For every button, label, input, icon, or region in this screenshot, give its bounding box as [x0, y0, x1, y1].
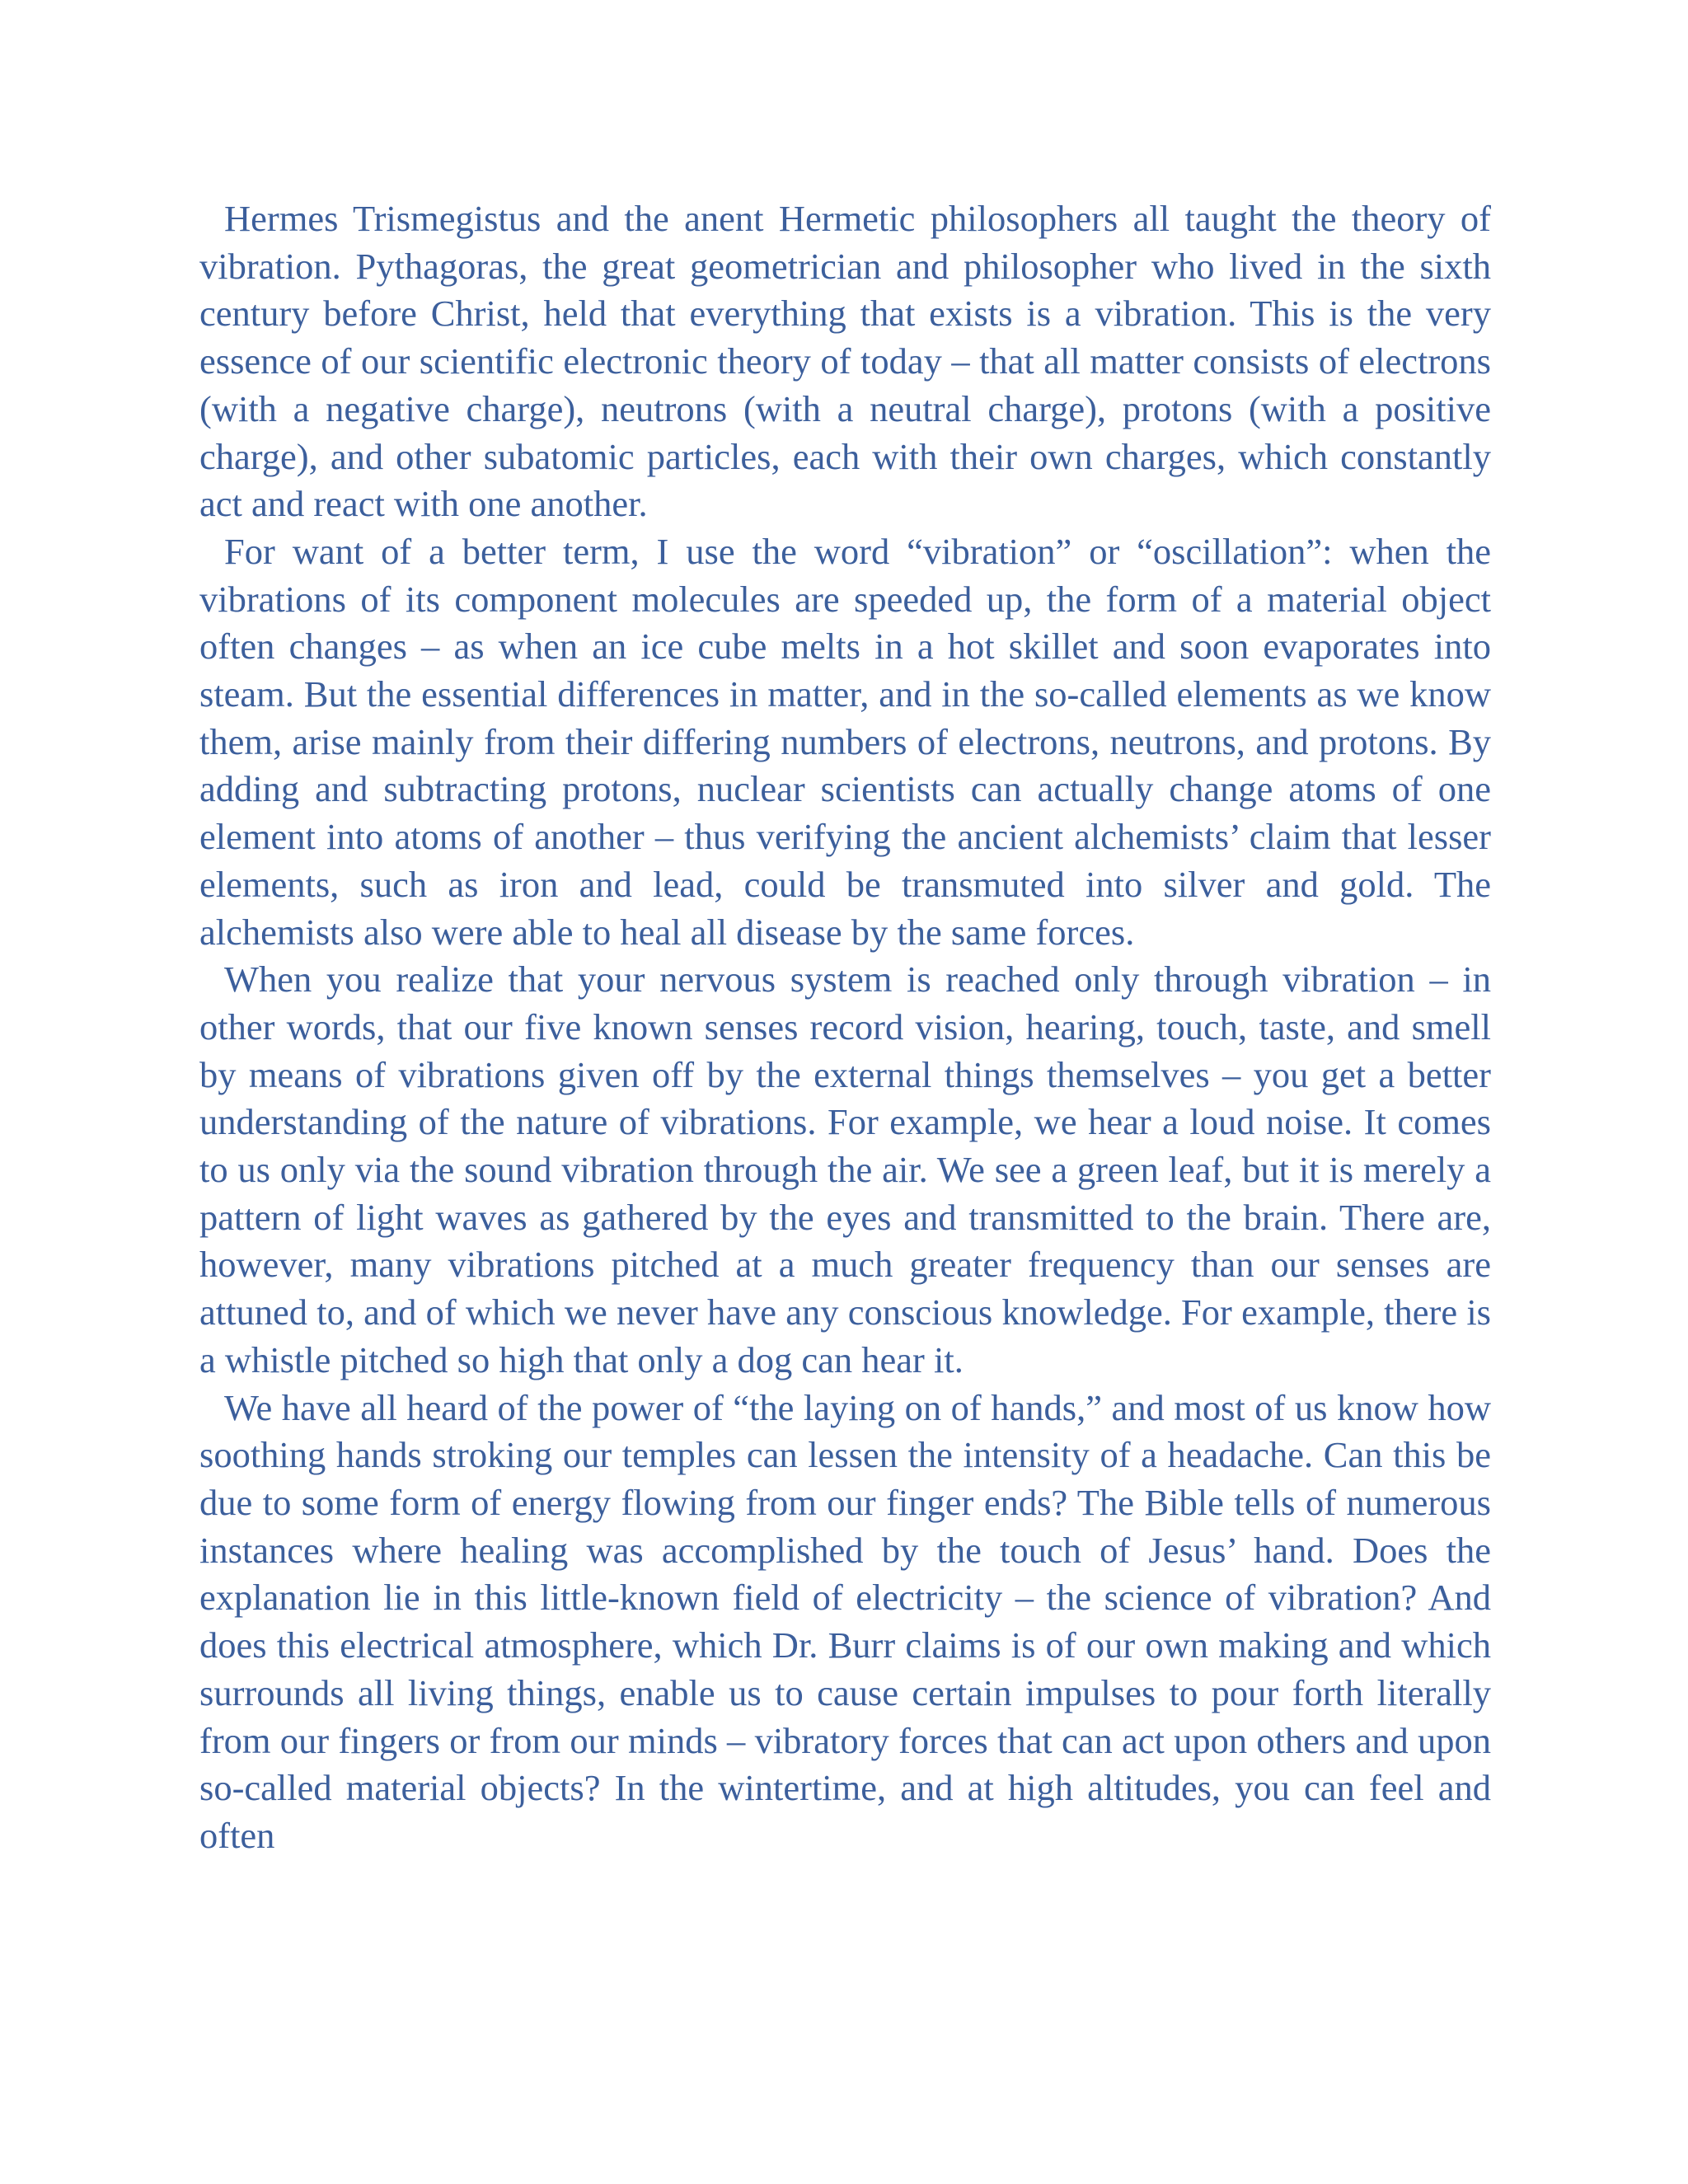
paragraph-1: Hermes Trismegistus and the anent Hermetic philosophers all taught the theory of vibration. Pythagoras, the great geometrician and philosopher who lived in the sixth century before Christ, held that everything that exists is a vibration. This is the very essence of our scientific electronic theory of today – that all matter consists of electrons (with a negative charge), neutrons (with a neutral charge), protons (with a positive charge), and other subatomic particles, each with their own charges, which constantly act and react with one another. [199, 198, 1491, 525]
body-text [199, 195, 1491, 1860]
paragraph-3: When you realize that your nervous system is reached only through vibration – in other words, that our five known senses record vision, hearing, touch, taste, and smell by means of vibrations given off by the external things themselves – you get a better understanding of the nature of vibrations. For example, we hear a loud noise. It comes to us only via the sound vibration through the air. We see a green leaf, but it is merely a pattern of light waves as gathered by the eyes and transmitted to the brain. There are, however, many vibrations pitched at a much greater frequency than our senses are attuned to, and of which we never have any conscious knowledge. For example, there is a whistle pitched so high that only a dog can hear it. [199, 958, 1491, 1380]
paragraph-2: For want of a better term, I use the word “vibration” or “oscillation”: when the vibrations of its component molecules are speeded up, the form of a material object often changes – as when an ice cube melts in a hot skillet and soon evaporates into steam. But the essential differences in matter, and in the so-called elements as we know them, arise mainly from their differing numbers of electrons, neutrons, and protons. By adding and subtracting protons, nuclear scientists can actually change atoms of one element into atoms of another – thus verifying the ancient alchemists’ claim that lesser elements, such as iron and lead, could be transmuted into silver and gold. The alchemists also were able to heal all disease by the same forces. [199, 530, 1491, 953]
paragraph-4: We have all heard of the power of “the laying on of hands,” and most of us know how soothing hands stroking our temples can lessen the intensity of a headache. Can this be due to some form of energy flowing from our finger ends? The Bible tells of numerous instances where healing was accomplished by the touch of Jesus’ hand. Does the explanation lie in this little-known field of electricity – the science of vibration? And does this electrical atmosphere, which Dr. Burr claims is of our own making and which surrounds all living things, enable us to cause certain impulses to pour forth literally from our fingers or from our minds – vibratory forces that can act upon others and upon so-called material objects? In the wintertime, and at high altitudes, you can feel and often [199, 1386, 1491, 1856]
